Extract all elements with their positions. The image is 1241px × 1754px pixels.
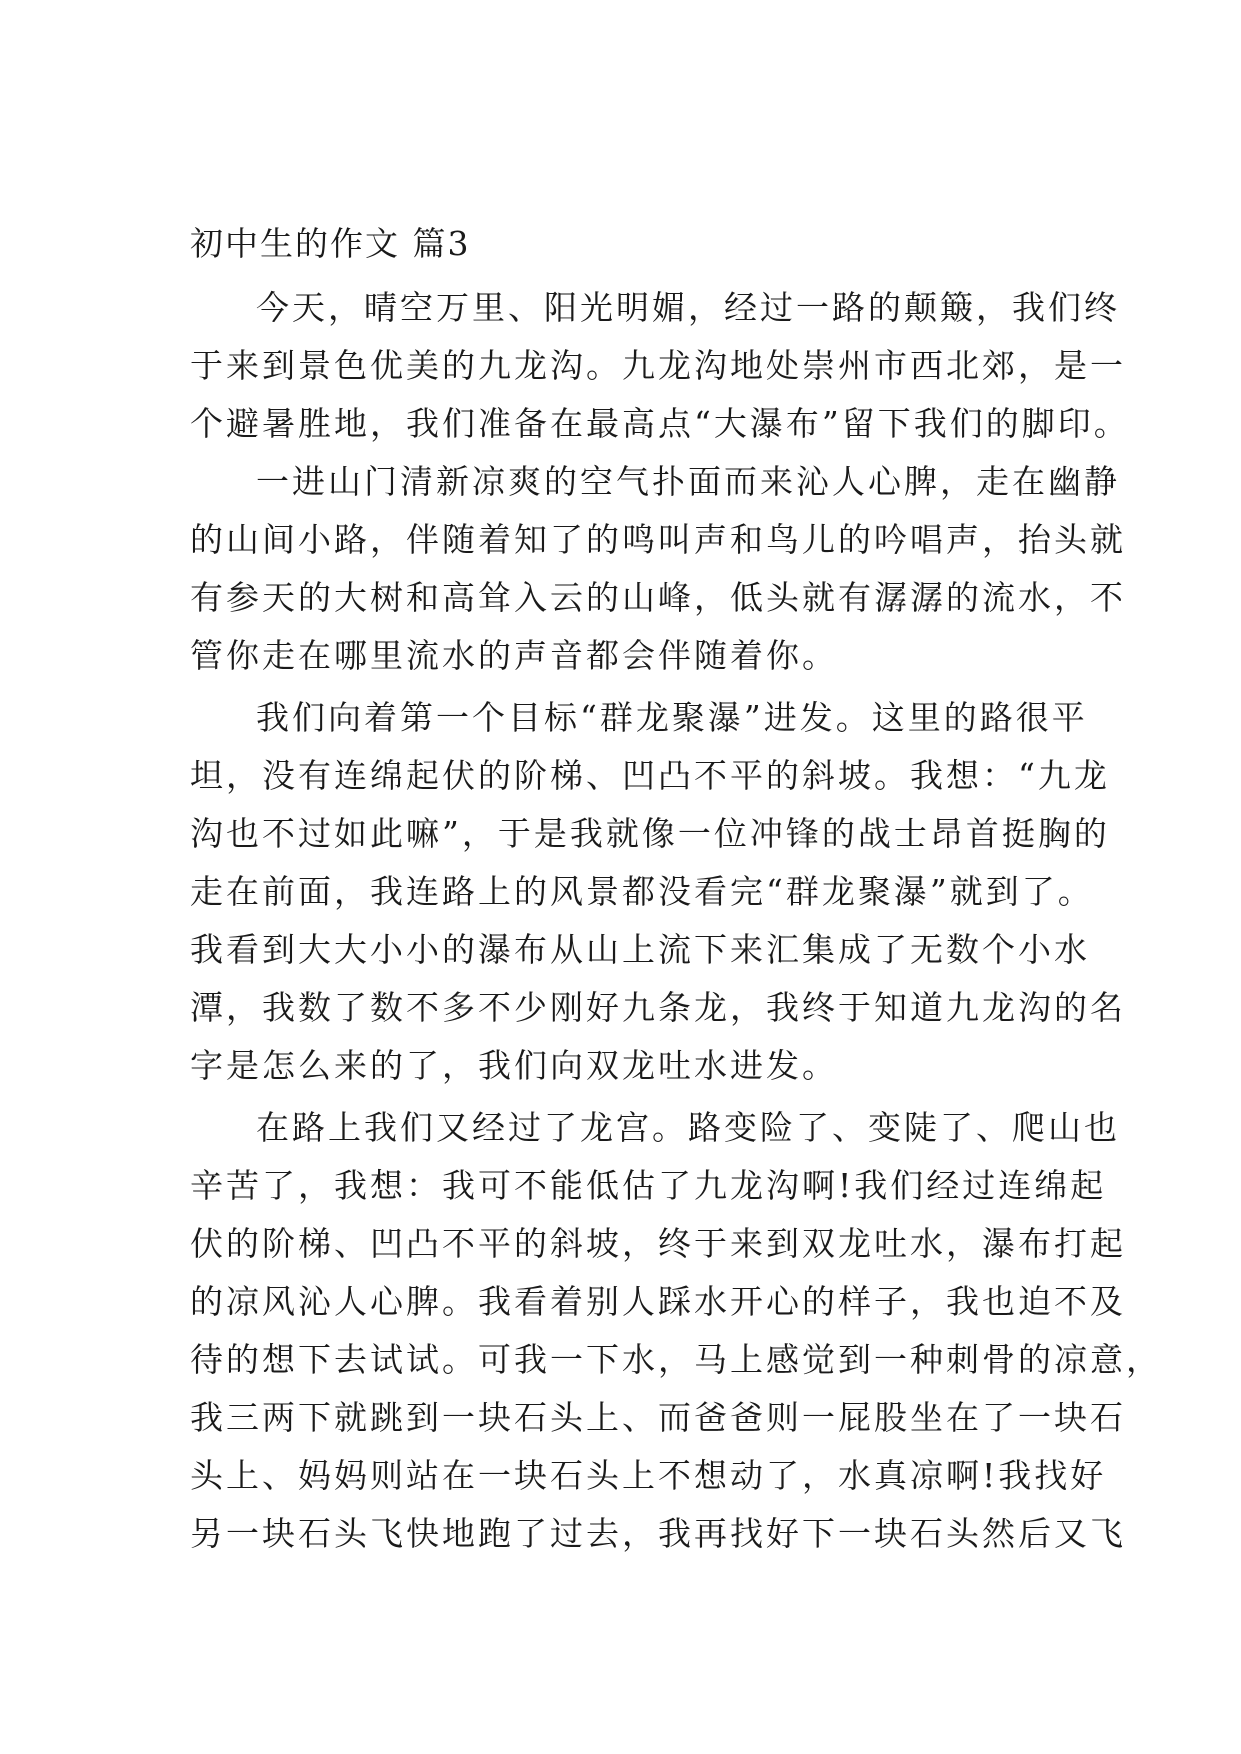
paragraph-line: 另一块石头飞快地跑了过去，我再找好下一块石头然后又飞 xyxy=(190,1514,1126,1553)
paragraph-line: 我看到大大小小的瀑布从山上流下来汇集成了无数个小水 xyxy=(190,930,1090,969)
paragraph-line: 潭，我数了数不多不少刚好九条龙，我终于知道九龙沟的名 xyxy=(190,988,1126,1027)
paragraph-line: 辛苦了，我想：我可不能低估了九龙沟啊!我们经过连绵起 xyxy=(190,1166,1107,1205)
paragraph-line: 今天，晴空万里、阳光明媚，经过一路的颠簸，我们终 xyxy=(256,288,1120,327)
paragraph-line: 伏的阶梯、凹凸不平的斜坡，终于来到双龙吐水，瀑布打起 xyxy=(190,1224,1126,1263)
paragraph-line: 一进山门清新凉爽的空气扑面而来沁人心脾，走在幽静 xyxy=(256,462,1120,501)
paragraph-line: 坦，没有连绵起伏的阶梯、凹凸不平的斜坡。我想：“九龙 xyxy=(190,756,1110,795)
paragraph-line: 个避暑胜地，我们准备在最高点“大瀑布”留下我们的脚印。 xyxy=(190,404,1130,443)
paragraph-line: 于来到景色优美的九龙沟。九龙沟地处崇州市西北郊，是一 xyxy=(190,346,1126,385)
paragraph-line: 头上、妈妈则站在一块石头上不想动了，水真凉啊!我找好 xyxy=(190,1456,1107,1495)
paragraph-line: 我三两下就跳到一块石头上、而爸爸则一屁股坐在了一块石 xyxy=(190,1398,1126,1437)
paragraph-line: 字是怎么来的了，我们向双龙吐水进发。 xyxy=(190,1046,838,1085)
paragraph-line: 待的想下去试试。可我一下水，马上感觉到一种刺骨的凉意， xyxy=(190,1340,1162,1379)
paragraph-line: 的山间小路，伴随着知了的鸣叫声和鸟儿的吟唱声，抬头就 xyxy=(190,520,1126,559)
paragraph-line: 管你走在哪里流水的声音都会伴随着你。 xyxy=(190,636,838,675)
essay-title: 初中生的作文 篇3 xyxy=(190,224,471,263)
paragraph-line: 沟也不过如此嘛”，于是我就像一位冲锋的战士昂首挺胸的 xyxy=(190,814,1110,853)
paragraph-line: 在路上我们又经过了龙宫。路变险了、变陡了、爬山也 xyxy=(256,1108,1120,1147)
paragraph-line: 我们向着第一个目标“群龙聚瀑”进发。这里的路很平 xyxy=(256,698,1088,737)
paragraph-line: 有参天的大树和高耸入云的山峰，低头就有潺潺的流水，不 xyxy=(190,578,1126,617)
paragraph-line: 走在前面，我连路上的风景都没看完“群龙聚瀑”就到了。 xyxy=(190,872,1094,911)
paragraph-line: 的凉风沁人心脾。我看着别人踩水开心的样子，我也迫不及 xyxy=(190,1282,1126,1321)
